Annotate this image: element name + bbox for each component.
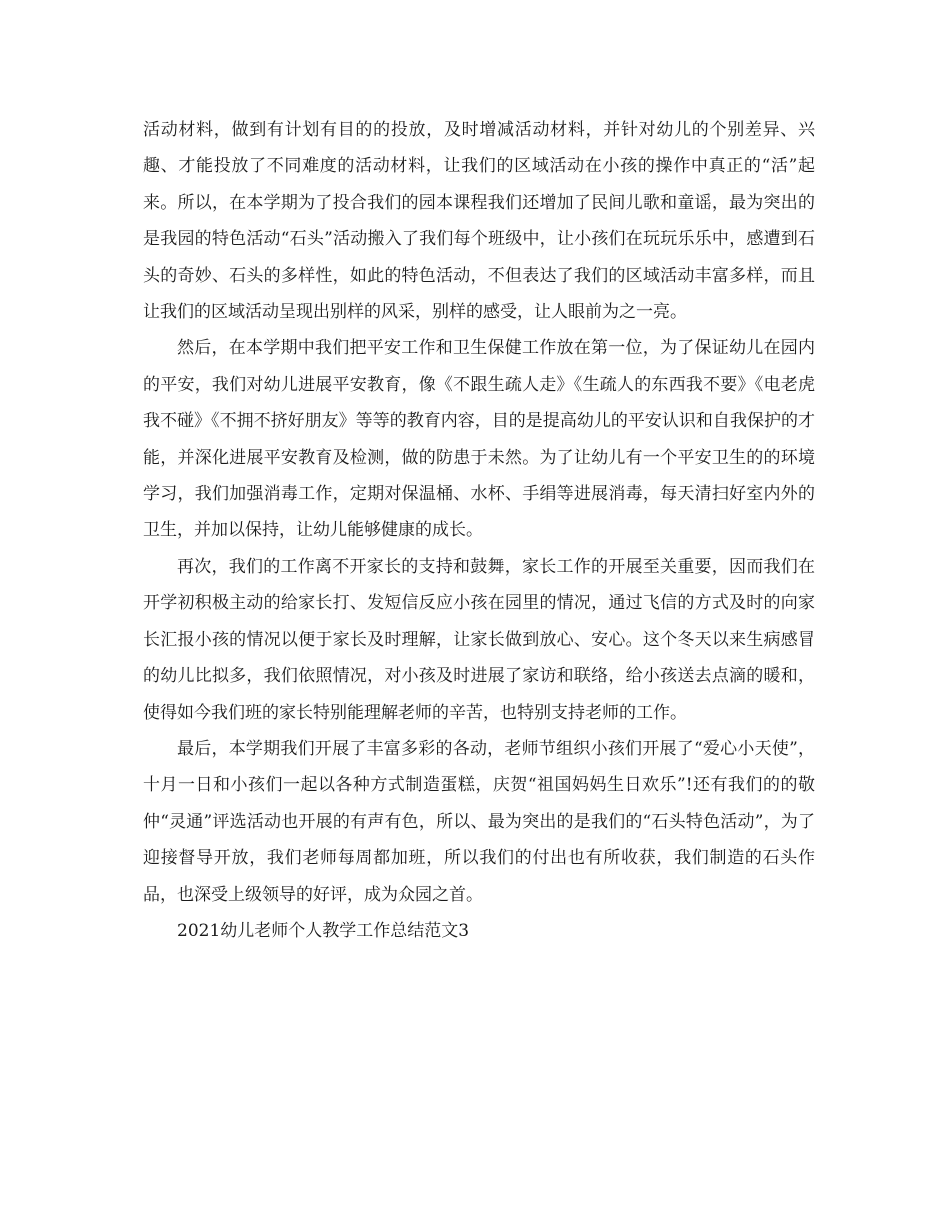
paragraph-activity-materials: 活动材料，做到有计划有目的的投放，及时增减活动材料，并针对幼儿的个别差异、兴趣、才能投放了不同难度的活动材料，让我们的区域活动在小孩的操作中真正的“活”起来。所以，在本学期为了投合我们的园本课程我们还增加了民间儿歌和童谣，最为突出的是我园的特色活动“石头”活动搬入了我们每个班级中，让小孩们在玩玩乐乐中，感遭到石头的奇妙、石头的多样性，如此的特色活动，不但表达了我们的区域活动丰富多样，而且让我们的区域活动呈现出别样的风采，别样的感受，让人眼前为之一亮。 (143, 120, 815, 323)
paragraph-parent-work: 再次，我们的工作离不开家长的支持和鼓舞，家长工作的开展至关重要，因而我们在开学初积极主动的给家长打、发短信反应小孩在园里的情况，通过飞信的方式及时的向家长汇报小孩的情况以便于家长及时理解，让家长做到放心、安心。这个冬天以来生病感冒的幼儿比拟多，我们依照情况，对小孩及时进展了家访和联络，给小孩送去点滴的暖和，使得如今我们班的家长特别能理解老师的辛苦，也特别支持老师的工作。 (143, 556, 815, 723)
document-body (143, 112, 815, 949)
paragraph-activities: 最后，本学期我们开展了丰富多彩的各动，老师节组织小孩们开展了“爱心小天使”，十月一日和小孩们一起以各种方式制造蛋糕，庆贺“祖国妈妈生日欢乐”!还有我们的的敬仲“灵通”评选活动也开展的有声有色，所以、最为突出的是我们的“石头特色活动”，为了迎接督导开放，我们老师每周都加班，所以我们的付出也有所收获，我们制造的石头作品，也深受上级领导的好评，成为众园之首。 (143, 738, 815, 905)
paragraph-safety-work: 然后，在本学期中我们把平安工作和卫生保健工作放在第一位，为了保证幼儿在园内的平安，我们对幼儿进展平安教育，像《不跟生疏人走》《生疏人的东西我不要》《电老虎我不碰》《不拥不挤好朋友》等等的教育内容，目的是提高幼儿的平安认识和自我保护的才能，并深化进展平安教育及检测，做的防患于未然。为了让幼儿有一个平安卫生的的环境学习，我们加强消毒工作，定期对保温桶、水杯、手绢等进展消毒，每天清扫好室内外的卫生，并加以保持，让幼儿能够健康的成长。 (143, 338, 815, 541)
section-heading: 2021幼儿老师个人教学工作总结范文3 (177, 920, 470, 941)
